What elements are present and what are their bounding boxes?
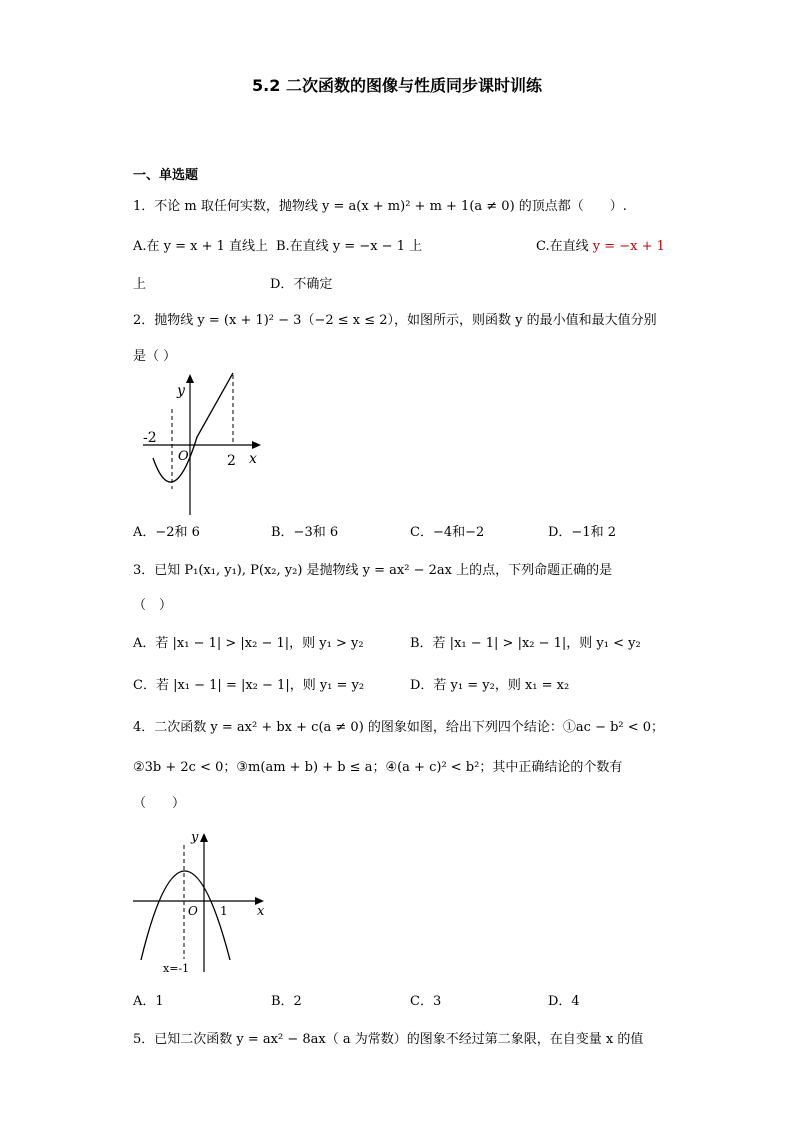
q4-label-1: 1: [220, 904, 228, 918]
q4-option-a: A．1: [133, 994, 164, 1009]
q2-label-neg2: -2: [143, 430, 157, 446]
q4-parabola-figure: [128, 827, 273, 977]
q2-label-2: 2: [227, 453, 236, 469]
q1-option-c-suffix: 上: [133, 277, 147, 292]
q3-option-a: A．若 |x₁ − 1| > |x₂ − 1|，则 y₁ > y₂: [133, 636, 364, 651]
q1-option-d: D．不确定: [270, 277, 333, 292]
q2-label-o: O: [178, 449, 189, 464]
q1-option-c-prefix: C.在直线: [536, 239, 593, 254]
q4-option-d: D．4: [548, 994, 580, 1009]
q2-label-x: x: [249, 451, 257, 467]
q3-option-b: B．若 |x₁ − 1| > |x₂ − 1|，则 y₁ < y₂: [410, 636, 641, 651]
q1-stem: 1．不论 m 取任何实数，抛物线 y = a(x + m)² + m + 1(a ≠ 0) 的顶点都（ ）.: [133, 199, 627, 214]
q3-option-c: C．若 |x₁ − 1| = |x₂ − 1|，则 y₁ = y₂: [133, 678, 365, 693]
q3-stem-line1: 3．已知 P₁(x₁, y₁), P(x₂, y₂) 是抛物线 y = ax² − 2ax 上的点，下列命题正确的是: [133, 563, 613, 578]
q2-y-arrow: [186, 374, 194, 383]
q3-stem-line2: （ ）: [133, 598, 173, 613]
q2-stem-line1: 2．抛物线 y = (x + 1)² − 3（−2 ≤ x ≤ 2），如图所示，则函数 y 的最小值和最大值分别: [133, 313, 657, 328]
q2-label-y: y: [177, 383, 185, 399]
q1-option-c-formula: y = −x + 1: [592, 239, 665, 254]
q2-option-b: B．−3和 6: [271, 525, 339, 540]
q4-label-x: x: [257, 904, 265, 919]
q4-label-y: y: [191, 830, 199, 845]
q4-y-arrow: [200, 833, 208, 842]
page-title: 5.2 二次函数的图像与性质同步课时训练: [252, 76, 542, 95]
q2-parabola-figure: [135, 365, 270, 520]
q4-stem-line1: 4．二次函数 y = ax² + bx + c(a ≠ 0) 的图象如图，给出下列四个结论：①ac − b² < 0；: [133, 720, 665, 735]
q4-stem-line3: （ ）: [133, 796, 186, 811]
q5-stem-line1: 5．已知二次函数 y = ax² − 8ax（ a 为常数）的图象不经过第二象限，在自变量 x 的值: [133, 1032, 644, 1047]
q4-parabola-curve: [141, 871, 230, 960]
q2-option-d: D．−1和 2: [548, 525, 616, 540]
q2-option-c: C．−4和−2: [410, 525, 485, 540]
q2-option-a: A．−2和 6: [133, 525, 200, 540]
q2-x-arrow: [252, 441, 261, 449]
q1-option-a: A.在 y = x + 1 直线上: [133, 239, 269, 254]
q1-option-c: [536, 240, 665, 253]
q4-stem-line2: ②3b + 2c < 0；③m(am + b) + b ≤ a；④(a + c)² < b²；其中正确结论的个数有: [133, 760, 623, 775]
q4-option-c: C．3: [410, 994, 442, 1009]
q4-option-b: B．2: [271, 994, 302, 1009]
q3-option-d: D．若 y₁ = y₂，则 x₁ = x₂: [410, 678, 570, 693]
q2-stem-line2: 是（ ）: [133, 349, 177, 364]
section-heading: 一、单选题: [133, 168, 199, 183]
q4-label-axis: x=-1: [163, 962, 190, 975]
q1-option-b: B.在直线 y = −x − 1 上: [276, 239, 423, 254]
q4-label-o: O: [188, 904, 198, 918]
q2-parabola-curve: [153, 373, 233, 482]
